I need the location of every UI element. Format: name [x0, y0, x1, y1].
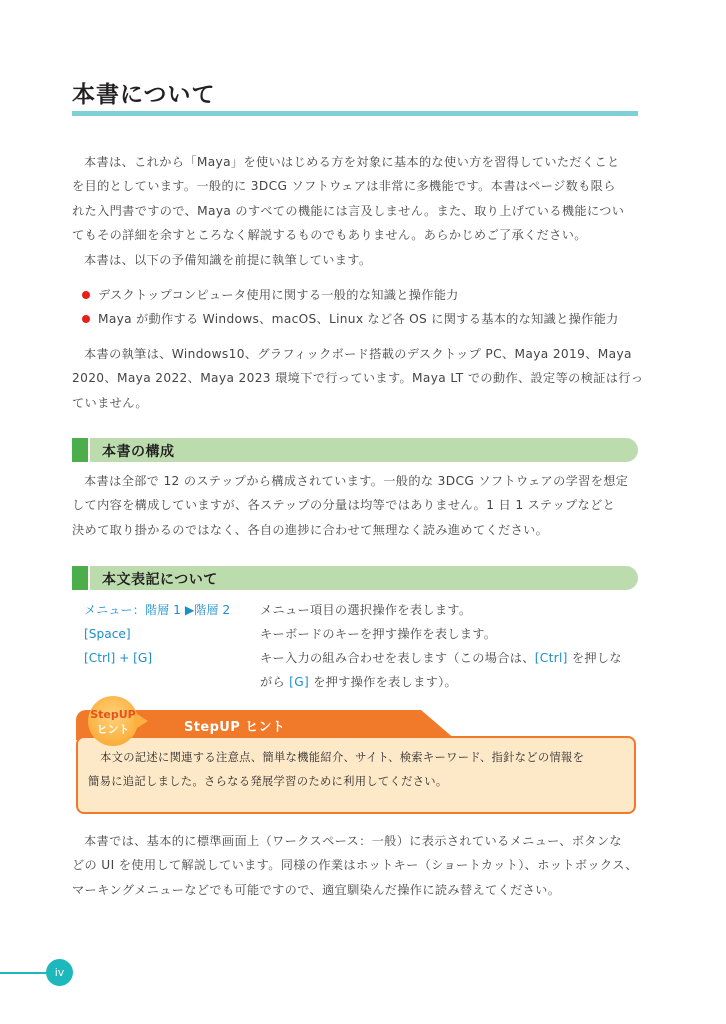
text-line: 本書は、以下の予備知識を前提に執筆しています。 [84, 252, 372, 267]
page-title: 本書について [72, 82, 216, 108]
text-line: てもその詳細を余すところなく解説するものでもありません。あらかじめご了承ください。 [72, 228, 587, 243]
key-highlight: [Ctrl] [534, 651, 568, 665]
notation-desc: キーボードのキーを押す操作を表します。 [260, 627, 497, 641]
notation-key: メニュー：階層 1 ▶階層 2 [84, 603, 231, 617]
notation-desc: メニュー項目の選択操作を表します。 [260, 603, 472, 617]
notation-row [84, 598, 640, 622]
list-item [82, 283, 619, 307]
hint-text [88, 746, 628, 794]
stepup-badge-icon [88, 696, 144, 746]
text-line: 本書は全部で 12 のステップから構成されています。一般的な 3DCG ソフトウェアの学習を想定 [84, 474, 629, 488]
desc-text: を押しな [567, 651, 622, 665]
badge-text: StepUP [90, 708, 136, 721]
text-line: どの UI を使用して解説しています。同様の作業はホットキー（ショートカット）、ホットボックス、 [72, 858, 638, 873]
text-line: ていません。 [72, 395, 148, 410]
footer-rule [0, 972, 50, 974]
text-line: マーキングメニューなどでも可能ですので、適宜馴染んだ操作に読み替えてください。 [72, 882, 561, 897]
text-line: 本書は、これから「Maya」を使いはじめる方を対象に基本的な使い方を習得していただくこと [84, 155, 620, 169]
page-number-badge: iv [46, 959, 73, 986]
text-line: 簡易に追記しました。さらなる発展学習のために利用してください。 [88, 775, 448, 788]
section-heading-structure [72, 438, 638, 462]
text-line: 決めて取り掛かるのではなく、各自の進捗に合わせて無理なく読み進めてください。 [72, 522, 549, 537]
notation-row [84, 622, 640, 646]
text-line: 本書では、基本的に標準画面上（ワークスペース：一般）に表示されているメニュー、ボタンな [84, 834, 622, 848]
desc-text: を押す操作を表します）。 [309, 675, 457, 689]
list-item-text: デスクトップコンピュータ使用に関する一般的な知識と操作能力 [98, 288, 459, 302]
notation-key: [Space] [84, 627, 131, 641]
badge-text: ヒント [96, 723, 130, 736]
notation-table [84, 598, 640, 694]
text-line: 本書の執筆は、Windows10、グラフィックボード搭載のデスクトップ PC、Maya 2019、Maya [84, 347, 632, 361]
list-item [82, 307, 619, 331]
text-line: 本文の記述に関連する注意点、簡単な機能紹介、サイト、検索キーワード、指針などの情報を [100, 751, 585, 764]
prerequisite-list [82, 283, 619, 331]
text-line: して内容を構成していますが、各ステップの分量は均等ではありません。1 日 1 ステップなどと [72, 498, 616, 513]
intro-paragraph [72, 150, 638, 272]
bullet-icon [82, 315, 90, 323]
section-marker [72, 566, 88, 590]
section-heading-notation [72, 566, 638, 590]
structure-paragraph [72, 469, 638, 542]
desc-text: がら [260, 675, 290, 689]
bullet-icon [82, 291, 90, 299]
desc-text: キー入力の組み合わせを表します（この場合は、 [260, 651, 535, 665]
key-highlight: [G] [289, 675, 310, 689]
text-line: れた入門書ですので、Maya のすべての機能には言及しません。また、取り上げている機能につい [72, 203, 625, 218]
closing-paragraph [72, 829, 638, 902]
title-underline [72, 111, 638, 116]
stepup-hint-box [76, 696, 636, 814]
hint-title: StepUP ヒント [184, 720, 286, 735]
section-marker [72, 438, 88, 462]
list-item-text: Maya が動作する Windows、macOS、Linux など各 OS に関する基本的な知識と操作能力 [98, 312, 619, 326]
section-title: 本文表記について [102, 572, 218, 588]
text-line: 2020、Maya 2022、Maya 2023 環境下で行っています。Maya LT での動作、設定等の検証は行っ [72, 371, 644, 386]
section-title: 本書の構成 [102, 444, 175, 460]
notation-desc [260, 646, 640, 694]
notation-row [84, 646, 640, 694]
environment-paragraph [72, 342, 644, 415]
notation-key: [Ctrl] + [G] [84, 651, 153, 665]
text-line: を目的としています。一般的に 3DCG ソフトウェアは非常に多機能です。本書はページ数も限ら [72, 179, 616, 194]
